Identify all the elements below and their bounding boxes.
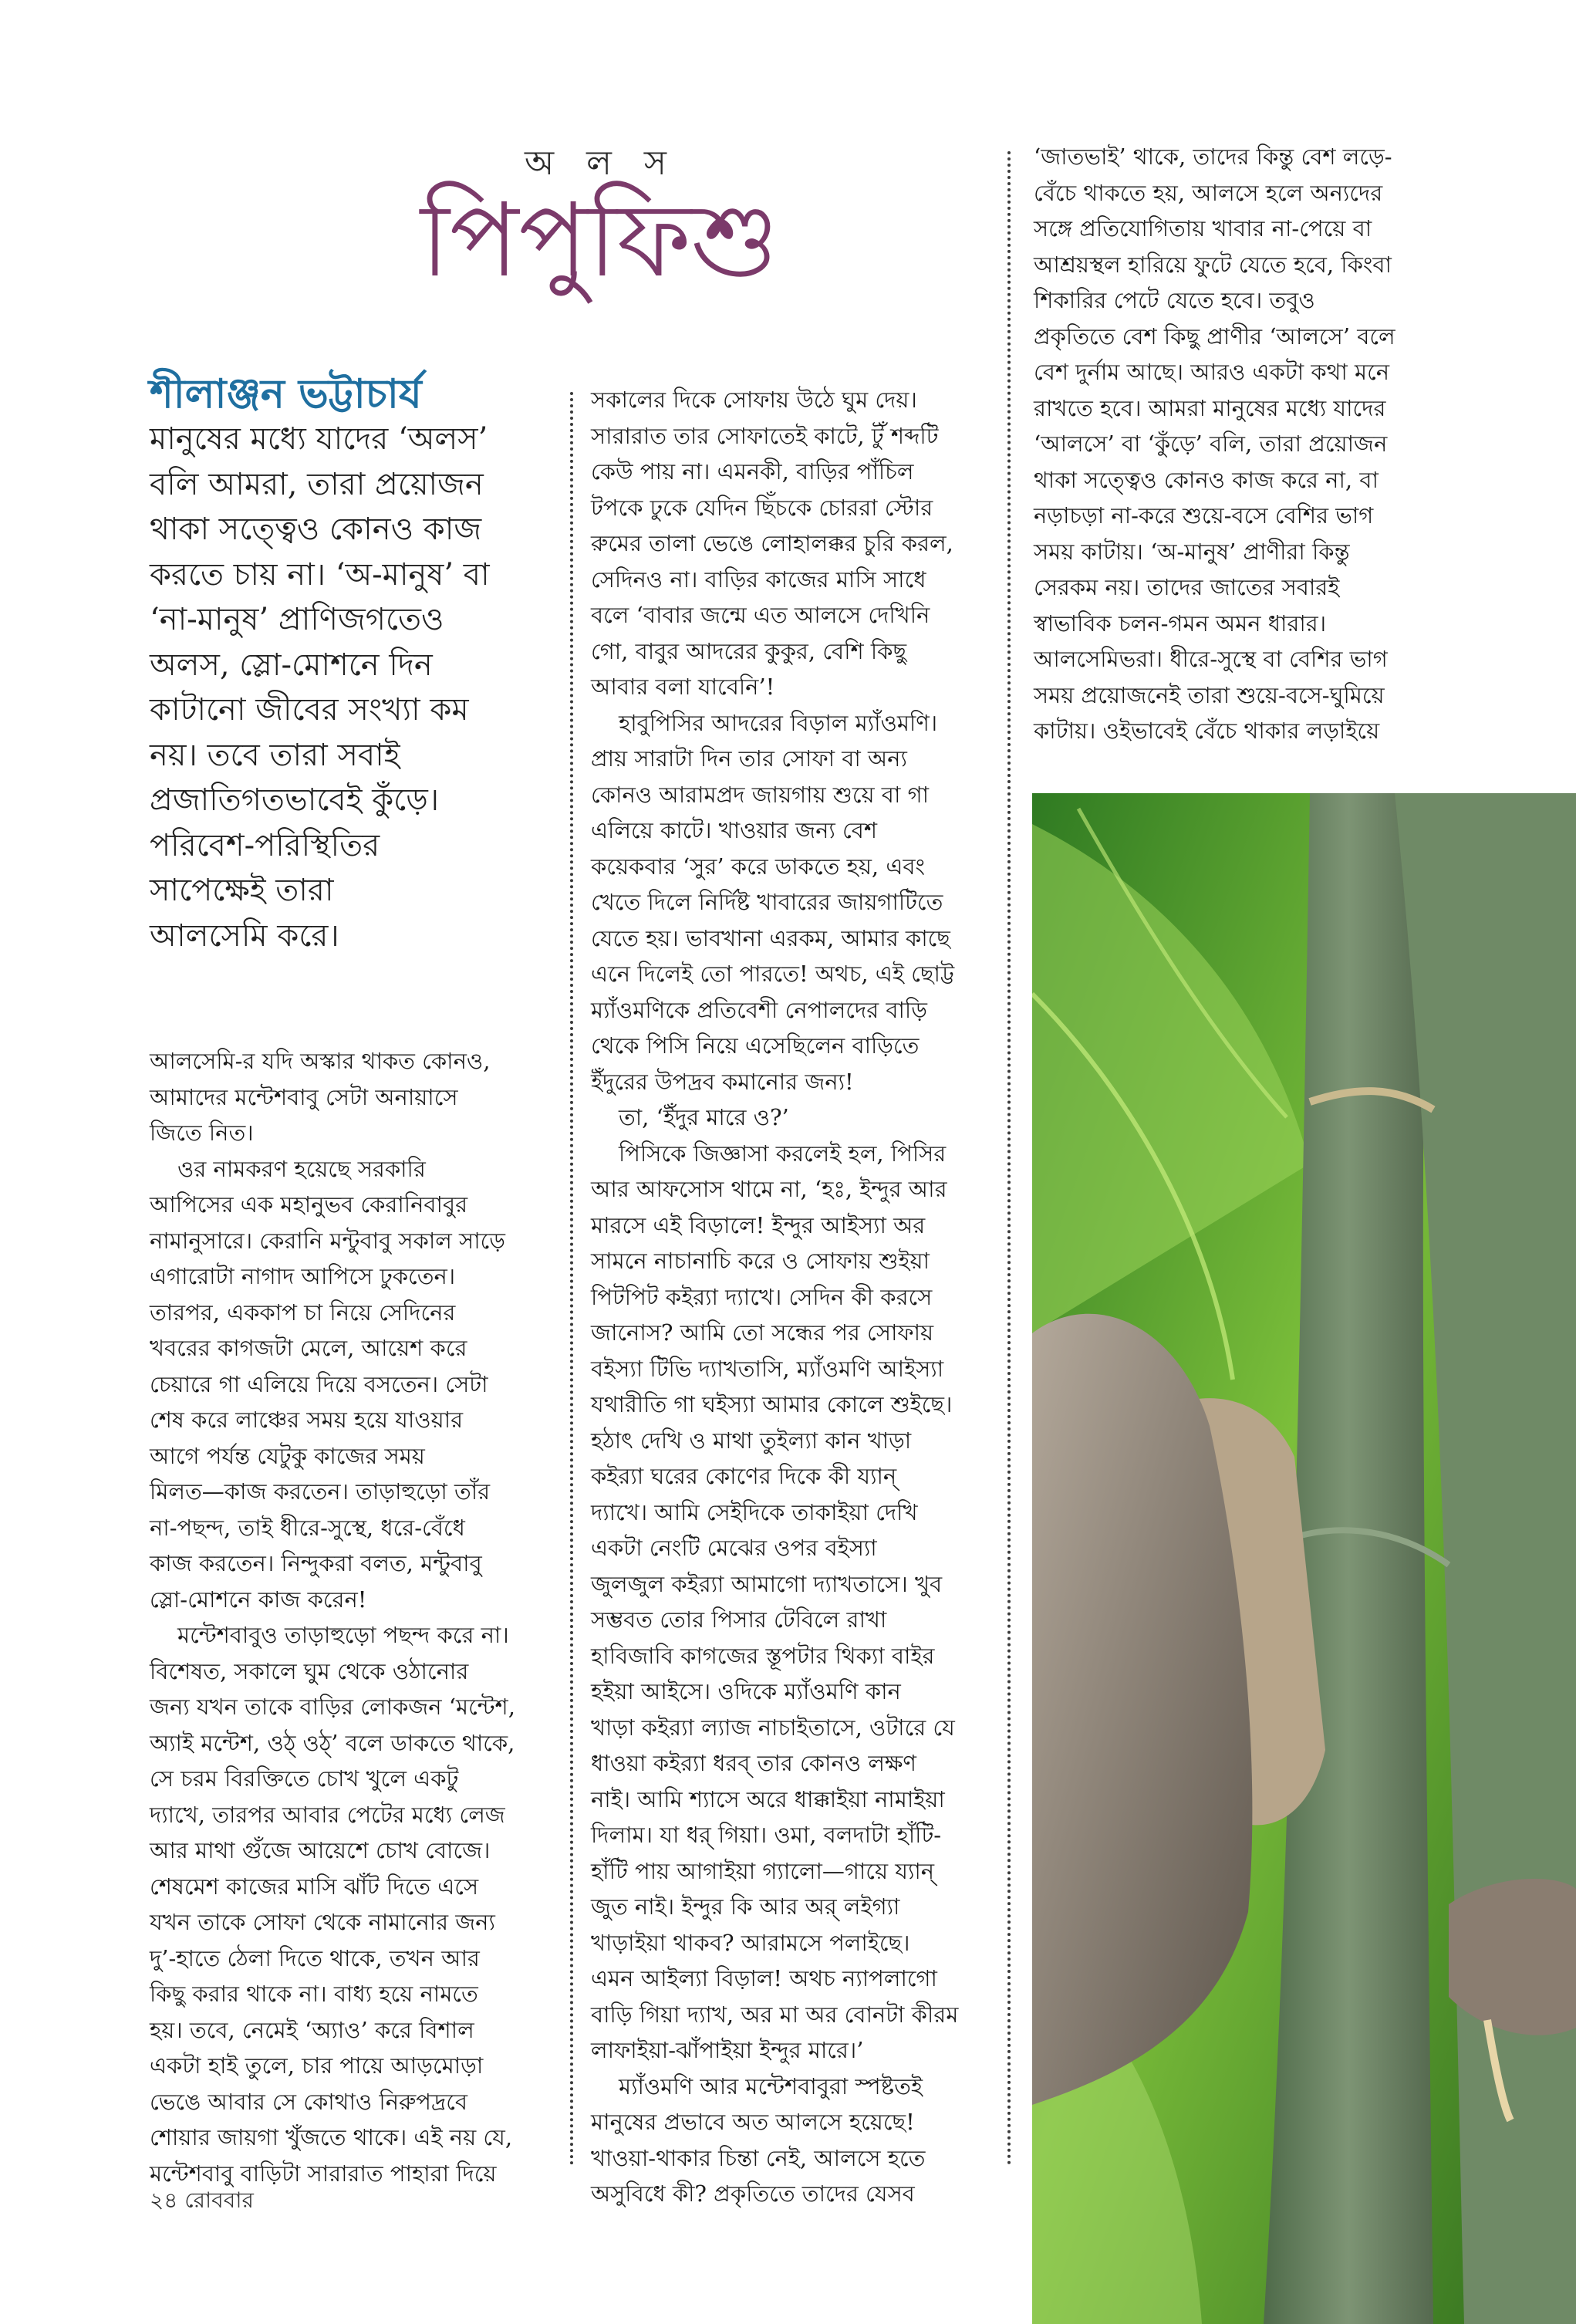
lead-line: কাটানো জীবের সংখ্যা কম — [150, 692, 469, 728]
body-line: শেষ করে লাঞ্চের সময় হয়ে যাওয়ার — [150, 1407, 464, 1433]
body-line: খাওয়া-থাকার চিন্তা নেই, আলসে হতে — [591, 2144, 926, 2171]
body-line: কয়েকবার ‘সুর’ করে ডাকতে হয়, এবং — [591, 853, 926, 880]
body-line: খাড়া কইর‍্যা ল্যাজ নাচাইতাসে, ওটারে যে — [591, 1714, 955, 1741]
body-line: হঠাৎ দেখি ও মাথা তুইল্যা কান খাড়া — [591, 1427, 912, 1454]
lead-line: মানুষের মধ্যে যাদের ‘অলস’ — [150, 421, 488, 457]
body-line: আমাদের মন্টেশবাবু সেটা অনায়াসে — [150, 1083, 458, 1110]
body-line: খবরের কাগজটা মেলে, আয়েশ করে — [150, 1335, 467, 1361]
body-line: একটা নেংটি মেঝের ওপর বইস্যা — [591, 1535, 877, 1561]
body-line: শেষমেশ কাজের মাসি ঝাঁট দিতে এসে — [150, 1873, 479, 1900]
body-line: জানোস? আমি তো সন্ধের পর সোফায় — [591, 1319, 934, 1346]
body-line: প্রকৃতিতে বেশ কিছু প্রাণীর ‘আলসে’ বলে — [1034, 323, 1395, 350]
body-line: ‘জাতভাই’ থাকে, তাদের কিন্তু বেশ লড়ে- — [1034, 144, 1392, 170]
body-line: এমন আইল্যা বিড়াল! অথচ ন্যাপলাগো — [591, 1965, 937, 1991]
body-line: মন্টেশবাবু বাড়িটা সারারাত পাহারা দিয়ে — [150, 2160, 497, 2187]
body-line: ‘আলসে’ বা ‘কুঁড়ে’ বলি, তারা প্রয়োজন — [1034, 431, 1388, 457]
body-line: ধাওয়া কইর‍্যা ধরব্ তার কোনও লক্ষণ — [591, 1750, 916, 1776]
body-line: স্বাভাবিক চলন-গমন অমন ধারার। — [1034, 610, 1327, 637]
body-line: সেরকম নয়। তাদের জাতের সবারই — [1034, 574, 1340, 600]
section-kicker: অ ল স — [525, 144, 677, 183]
body-line: আপিসের এক মহানুভব কেরানিবাবুর — [150, 1191, 468, 1218]
body-line: মিলত—কাজ করতেন। তাড়াহুড়ো তাঁর — [150, 1478, 491, 1505]
body-line: সঙ্গে প্রতিযোগিতায় খাবার না-পেয়ে বা — [1034, 215, 1372, 242]
body-line: সারারাত তার সোফাতেই কাটে, টুঁ শব্দটি — [591, 422, 939, 449]
body-line: ভেঙে আবার সে কোথাও নিরুপদ্রবে — [150, 2088, 468, 2115]
body-line: হাঁটি পায় আগাইয়া গ্যালো—গায়ে য্যান্ — [591, 1857, 935, 1884]
lead-line: প্রজাতিগতভাবেই কুঁড়ে। — [150, 782, 440, 818]
body-line: কিছু করার থাকে না। বাধ্য হয়ে নামতে — [150, 1981, 478, 2007]
column-divider — [1007, 151, 1011, 2167]
body-line: মানুষের প্রভাবে অত আলসে হয়েছে! — [591, 2109, 915, 2135]
body-line: যখন তাকে সোফা থেকে নামানোর জন্য — [150, 1909, 495, 1935]
body-line: এগারোটা নাগাদ আপিসে ঢুকতেন। — [150, 1263, 456, 1289]
article-title: পিপুফিশু — [420, 181, 779, 300]
body-line: রুমের তালা ভেঙে লোহালক্কর চুরি করল, — [591, 530, 953, 556]
body-line: নাই। আমি শ্যাসে অরে ধাক্কাইয়া নামাইয়া — [591, 1785, 945, 1812]
body-line: অসুবিধে কী? প্রকৃতিতে তাদের যেসব — [591, 2180, 915, 2207]
body-line: আবার বলা যাবেনি’! — [591, 674, 775, 700]
body-line: হাবিজাবি কাগজের স্তূপটার থিক্যা বাইর — [591, 1642, 935, 1669]
body-line: সকালের দিকে সোফায় উঠে ঘুম দেয়। — [591, 387, 917, 413]
lead-line: পরিবেশ-পরিস্থিতির — [150, 827, 380, 863]
body-line: আশ্রয়স্থল হারিয়ে ফুটে যেতে হবে, কিংবা — [1034, 251, 1392, 278]
body-line: স্লো-মোশনে কাজ করেন! — [150, 1586, 367, 1613]
body-column-1 — [150, 1043, 546, 2191]
lead-line: ‘না-মানুষ’ প্রাণিজগতেও — [150, 602, 444, 637]
body-line: খাড়াইয়া থাকব? আরামসে পলাইছে। — [591, 1929, 910, 1956]
author-byline: শীলাঞ্জন ভট্টাচার্য — [150, 371, 422, 417]
body-line: কোনও আরামপ্রদ জায়গায় শুয়ে বা গা — [591, 781, 929, 808]
body-line: শোয়ার জায়গা খুঁজতে থাকে। এই নয় যে, — [150, 2124, 513, 2150]
body-line: সে চরম বিরক্তিতে চোখ খুলে একটু — [150, 1765, 459, 1792]
body-line: এনে দিলেই তো পারতে! অথচ, এই ছোট্ট — [591, 961, 955, 987]
lead-line: বলি আমরা, তারা প্রয়োজন — [150, 466, 484, 502]
body-line: হয়। তবে, নেমেই ‘অ্যাও’ করে বিশাল — [150, 2016, 474, 2043]
body-line: আর মাথা গুঁজে আয়েশে চোখ বোজে। — [150, 1837, 491, 1863]
body-line: তারপর, এককাপ চা নিয়ে সেদিনের — [150, 1299, 456, 1326]
body-line: জন্য যখন তাকে বাড়ির লোকজন ‘মন্টেশ, — [150, 1694, 515, 1720]
body-line: বাড়ি গিয়া দ্যাখ, অর মা অর বোনটা কীরম — [591, 2001, 959, 2028]
body-line: দ্যাখে। আমি সেইদিকে তাকাইয়া দেখি — [591, 1498, 918, 1525]
body-line: অ্যাই মন্টেশ, ওঠ্ ওঠ্’ বলে ডাকতে থাকে, — [150, 1729, 515, 1756]
body-line: কইর‍্যা ঘরের কোণের দিকে কী য্যান্ — [591, 1463, 897, 1489]
body-line: ম্যাঁওমণি আর মন্টেশবাবুরা স্পষ্টতই — [619, 2072, 923, 2099]
body-line: প্রায় সারাটা দিন তার সোফা বা অন্য — [591, 745, 907, 772]
body-line: আলসেমি-র যদি অস্কার থাকত কোনও, — [150, 1048, 491, 1074]
body-line: বিশেষত, সকালে ঘুম থেকে ওঠানোর — [150, 1657, 469, 1684]
lead-paragraph — [150, 417, 551, 958]
sloth-photo — [1032, 793, 1576, 2324]
body-line: আর আফসোস থামে না, ‘হঃ, ইন্দুর আর — [591, 1176, 947, 1202]
body-line: কাজ করতেন। নিন্দুকরা বলত, মন্টুবাবু — [150, 1550, 482, 1576]
body-line: খেতে দিলে নির্দিষ্ট খাবারের জায়গাটিতে — [591, 889, 943, 915]
body-line: শিকারির পেটে যেতে হবে। তবুও — [1034, 287, 1315, 313]
body-line: লাফাইয়া-ঝাঁপাইয়া ইন্দুর মারে।’ — [591, 2037, 864, 2063]
body-line: থেকে পিসি নিয়ে এসেছিলেন বাড়িতে — [591, 1032, 920, 1059]
lead-line: আলসেমি করে। — [150, 917, 339, 954]
body-line: জুত নাই। ইন্দুর কি আর অর্ লইগ্যা — [591, 1893, 900, 1920]
body-line: দু’-হাতে ঠেলা দিতে থাকে, তখন আর — [150, 1944, 480, 1971]
body-line: এলিয়ে কাটে। খাওয়ার জন্য বেশ — [591, 817, 878, 843]
body-line: বলে ‘বাবার জন্মে এত আলসে দেখিনি — [591, 602, 930, 628]
body-line: জুলজুল কইর‍্যা আমাগো দ্যাখতাসে। খুব — [591, 1570, 943, 1597]
body-line: দ্যাখে, তারপর আবার পেটের মধ্যে লেজ — [150, 1801, 505, 1828]
column-divider — [570, 392, 573, 2167]
body-line: যেতে হয়। ভাবখানা এরকম, আমার কাছে — [591, 924, 950, 951]
body-line: সময় প্রয়োজনেই তারা শুয়ে-বসে-ঘুমিয়ে — [1034, 681, 1385, 708]
body-line: আলসেমিভরা। ধীরে-সুস্থে বা বেশির ভাগ — [1034, 646, 1388, 672]
body-line: বেঁচে থাকতে হয়, আলসে হলে অন্যদের — [1034, 179, 1383, 206]
body-line: গো, বাবুর আদরের কুকুর, বেশি কিছু — [591, 637, 907, 664]
body-line: ম্যাঁওমণিকে প্রতিবেশী নেপালদের বাড়ি — [591, 996, 927, 1023]
body-line: একটা হাই তুলে, চার পায়ে আড়মোড়া — [150, 2052, 484, 2079]
body-line: কেউ পায় না। এমনকী, বাড়ির পাঁচিল — [591, 458, 914, 485]
body-line: নামানুসারে। কেরানি মন্টুবাবু সকাল সাড়ে — [150, 1227, 505, 1254]
body-line: বেশ দুর্নাম আছে। আরও একটা কথা মনে — [1034, 359, 1390, 385]
body-line: নড়াচড়া না-করে শুয়ে-বসে বেশির ভাগ — [1034, 502, 1374, 529]
body-line: মারসে এই বিড়ালে! ইন্দুর আইস্যা অর — [591, 1211, 926, 1238]
lead-line: নয়। তবে তারা সবাই — [150, 737, 400, 773]
body-line: আগে পর্যন্ত যেটুকু কাজের সময় — [150, 1442, 425, 1469]
lead-line: থাকা সত্ত্বেও কোনও কাজ — [150, 512, 482, 547]
body-line: দিলাম। যা ধর্ গিয়া। ওমা, বলদাটা হাঁটি- — [591, 1822, 942, 1848]
body-line: সামনে নাচানাচি করে ও সোফায় শুইয়া — [591, 1248, 930, 1274]
body-line: বইস্যা টিভি দ্যাখতাসি, ম্যাঁওমণি আইস্যা — [591, 1355, 944, 1382]
body-line: হইয়া আইসে। ওদিকে ম্যাঁওমণি কান — [591, 1678, 901, 1704]
body-line: সেদিনও না। বাড়ির কাজের মাসি সাধে — [591, 566, 926, 593]
body-line: জিতে নিত। — [150, 1120, 254, 1146]
body-line: চেয়ারে গা এলিয়ে দিয়ে বসতেন। সেটা — [150, 1370, 488, 1397]
body-line: ইঁদুরের উপদ্রব কমানোর জন্য! — [591, 1068, 854, 1095]
body-line: টপকে ঢুকে যেদিন ছিঁচকে চোররা স্টোর — [591, 494, 933, 521]
lead-line: অলস, স্লো-মোশনে দিন — [150, 647, 433, 683]
body-line: পিটপিট কইর‍্যা দ্যাখে। সেদিন কী করসে — [591, 1283, 933, 1310]
body-line: মন্টেশবাবুও তাড়াহুড়ো পছন্দ করে না। — [177, 1622, 509, 1648]
body-line: যথারীতি গা ঘইস্যা আমার কোলে শুইছে। — [591, 1391, 953, 1417]
body-column-2 — [591, 382, 992, 2212]
body-line: তা, ‘ইঁদুর মারে ও?’ — [619, 1104, 789, 1130]
body-line: থাকা সত্ত্বেও কোনও কাজ করে না, বা — [1034, 466, 1379, 493]
body-line: হাবুপিসির আদরের বিড়াল ম্যাঁওমণি। — [619, 709, 938, 736]
lead-line: সাপেক্ষেই তারা — [150, 873, 334, 908]
page-folio: ২৪ রোববার — [150, 2187, 254, 2213]
body-line: ওর নামকরণ হয়েছে সরকারি — [177, 1155, 426, 1182]
body-line: কাটায়। ওইভাবেই বেঁচে থাকার লড়াইয়ে — [1034, 718, 1380, 744]
body-line: সময় কাটায়। ‘অ-মানুষ’ প্রাণীরা কিন্তু — [1034, 538, 1350, 565]
lead-line: করতে চায় না। ‘অ-মানুষ’ বা — [150, 556, 490, 593]
body-line: না-পছন্দ, তাই ধীরে-সুস্থে, ধরে-বেঁধে — [150, 1514, 465, 1541]
body-line: পিসিকে জিজ্ঞাসা করলেই হল, পিসির — [619, 1140, 947, 1167]
body-column-3 — [1034, 139, 1435, 749]
body-line: রাখতে হবে। আমরা মানুষের মধ্যে যাদের — [1034, 394, 1386, 421]
body-line: সম্ভবত তোর পিসার টেবিলে রাখা — [591, 1606, 887, 1633]
